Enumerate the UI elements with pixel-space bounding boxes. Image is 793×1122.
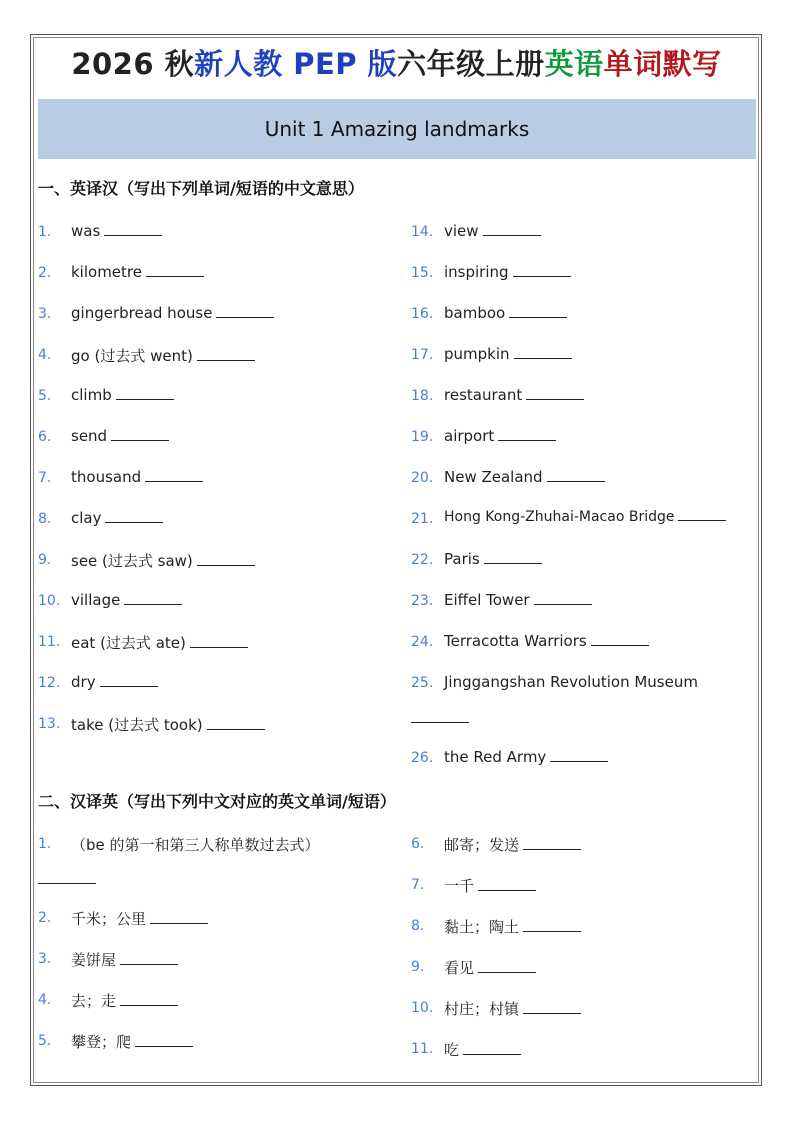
s1-item	[444, 468, 605, 486]
answer-blank[interactable]	[509, 316, 567, 318]
s1-item-text: was	[71, 222, 101, 240]
s1-item	[71, 591, 182, 609]
answer-blank[interactable]	[197, 359, 255, 361]
s2-item	[71, 949, 178, 970]
s1-item-text: New Zealand	[444, 468, 543, 486]
answer-blank[interactable]	[591, 644, 649, 646]
s1-item-number: 16.	[411, 306, 434, 322]
s2-item	[71, 1031, 193, 1052]
s1-item	[71, 427, 169, 445]
s1-item	[71, 222, 162, 240]
title-part-3: 六年级上册	[397, 47, 545, 81]
s1-item-number: 24.	[411, 634, 434, 650]
s1-item-text: see (过去式 saw)	[71, 552, 193, 570]
answer-blank[interactable]	[478, 889, 536, 891]
answer-blank[interactable]	[100, 685, 158, 687]
answer-blank[interactable]	[523, 1012, 581, 1014]
s1-item-text: Hong Kong-Zhuhai-Macao Bridge	[444, 509, 675, 525]
s1-item-number: 5.	[38, 388, 52, 404]
s2-item	[444, 957, 536, 978]
s1-item-number: 8.	[38, 511, 52, 527]
s1-item-text: restaurant	[444, 386, 523, 404]
s1-item-text: pumpkin	[444, 345, 510, 363]
s2-item-number: 3.	[38, 951, 52, 967]
s1-item-text: Jinggangshan Revolution Museum	[444, 673, 698, 691]
answer-blank[interactable]	[104, 234, 162, 236]
answer-blank[interactable]	[207, 728, 265, 730]
s1-item	[444, 550, 542, 568]
s2-item	[444, 834, 581, 855]
s2-item	[71, 990, 178, 1011]
s2-item	[444, 875, 536, 896]
s2-item-text: 千米；公里	[71, 910, 147, 928]
answer-blank[interactable]	[484, 562, 542, 564]
s1-item-text: dry	[71, 673, 96, 691]
s1-item-number: 17.	[411, 347, 434, 363]
answer-blank[interactable]	[550, 760, 608, 762]
answer-blank[interactable]	[120, 1004, 178, 1006]
answer-blank[interactable]	[146, 275, 204, 277]
s2-item-text: 村庄；村镇	[444, 1000, 520, 1018]
s1-item-number: 4.	[38, 347, 52, 363]
s2-item-text: 攀登；爬	[71, 1033, 132, 1051]
answer-blank[interactable]	[150, 922, 208, 924]
s1-item	[444, 304, 567, 322]
answer-blank[interactable]	[523, 848, 581, 850]
s1-item	[71, 673, 158, 691]
s1-item-text: send	[71, 427, 108, 445]
s2-item-number: 7.	[411, 877, 425, 893]
s2-item	[444, 998, 581, 1019]
s1-item	[444, 509, 726, 525]
s1-item-number: 9.	[38, 552, 52, 568]
s2-item-text: 姜饼屋	[71, 951, 117, 969]
s1-item-number: 14.	[411, 224, 434, 240]
s1-item-number: 13.	[38, 716, 61, 732]
s2-item-text: 邮寄；发送	[444, 836, 520, 854]
s1-item-number: 22.	[411, 552, 434, 568]
s2-item-number: 1.	[38, 836, 52, 852]
s2-item-text: 黏土；陶土	[444, 918, 520, 936]
answer-blank[interactable]	[483, 234, 541, 236]
answer-blank[interactable]	[498, 439, 556, 441]
page-title	[0, 42, 793, 83]
s1-item	[444, 632, 649, 650]
answer-blank[interactable]	[478, 971, 536, 973]
s2-item-number: 8.	[411, 918, 425, 934]
s2-item-number: 5.	[38, 1033, 52, 1049]
s2-item-number: 2.	[38, 910, 52, 926]
title-part-1: 2026 秋	[71, 47, 195, 81]
unit-banner: Unit 1 Amazing landmarks	[38, 99, 756, 159]
s1-item	[444, 386, 584, 404]
s1-item	[444, 591, 592, 609]
s1-item	[71, 632, 248, 653]
s1-item	[71, 714, 265, 735]
s1-item-number: 10.	[38, 593, 61, 609]
answer-blank[interactable]	[135, 1045, 193, 1047]
answer-blank[interactable]	[145, 480, 203, 482]
title-part-4: 英语	[544, 47, 604, 81]
s1-item	[71, 263, 204, 281]
s1-item-text: gingerbread house	[71, 304, 213, 322]
s1-item-text: clay	[71, 509, 102, 527]
answer-blank[interactable]	[190, 646, 248, 648]
s1-item-text: the Red Army	[444, 748, 547, 766]
s2-item-number: 9.	[411, 959, 425, 975]
s1-item-number: 26.	[411, 750, 434, 766]
s2-item	[71, 834, 320, 855]
answer-blank[interactable]	[116, 398, 174, 400]
answer-blank[interactable]	[111, 439, 169, 441]
section-1-heading: 一、英译汉（写出下列单词/短语的中文意思）	[38, 179, 364, 198]
s1-item	[71, 550, 255, 571]
s2-item-text: （be 的第一和第三人称单数过去式）	[71, 836, 320, 854]
answer-blank[interactable]	[526, 398, 584, 400]
s2-item	[71, 908, 208, 929]
s2-item	[444, 916, 581, 937]
s1-item	[444, 673, 698, 691]
answer-blank[interactable]	[547, 480, 605, 482]
s1-item	[444, 222, 541, 240]
s1-item-text: Terracotta Warriors	[444, 632, 587, 650]
answer-blank[interactable]	[513, 275, 571, 277]
s1-item	[444, 748, 608, 766]
s2-item-text: 看见	[444, 959, 475, 977]
s1-item-text: inspiring	[444, 263, 509, 281]
s2-item-text: 吃	[444, 1041, 460, 1059]
s1-item-text: go (过去式 went)	[71, 347, 193, 365]
s1-item	[444, 263, 571, 281]
answer-blank[interactable]	[514, 357, 572, 359]
s1-item-number: 3.	[38, 306, 52, 322]
answer-blank[interactable]	[523, 930, 581, 932]
s1-item	[71, 304, 274, 322]
s1-item-text: thousand	[71, 468, 142, 486]
s1-item-number: 18.	[411, 388, 434, 404]
s1-item-text: climb	[71, 386, 112, 404]
answer-blank[interactable]	[38, 883, 96, 884]
answer-blank[interactable]	[411, 722, 469, 723]
s1-item-number: 6.	[38, 429, 52, 445]
s1-item-number: 21.	[411, 511, 434, 527]
section-2-heading: 二、汉译英（写出下列中文对应的英文单词/短语）	[38, 792, 396, 811]
title-part-2: 新人教 PEP 版	[194, 47, 398, 81]
s1-item	[444, 345, 572, 363]
answer-blank[interactable]	[105, 521, 163, 523]
s1-item-text: eat (过去式 ate)	[71, 634, 186, 652]
answer-blank[interactable]	[534, 603, 592, 605]
answer-blank[interactable]	[216, 316, 274, 318]
s1-item	[71, 386, 174, 404]
s1-item-number: 2.	[38, 265, 52, 281]
s2-item-number: 10.	[411, 1000, 434, 1016]
s2-item-text: 去；走	[71, 992, 117, 1010]
s1-item	[71, 345, 255, 366]
s2-item-number: 4.	[38, 992, 52, 1008]
s2-item-number: 6.	[411, 836, 425, 852]
answer-blank[interactable]	[463, 1053, 521, 1055]
s2-item	[444, 1039, 521, 1060]
s2-item-text: 一千	[444, 877, 475, 895]
s1-item-text: Eiffel Tower	[444, 591, 530, 609]
s1-item-text: kilometre	[71, 263, 142, 281]
s1-item-number: 25.	[411, 675, 434, 691]
title-part-5: 单词默写	[603, 47, 722, 81]
s2-item-number: 11.	[411, 1041, 434, 1057]
s1-item-number: 20.	[411, 470, 434, 486]
s1-item-number: 11.	[38, 634, 61, 650]
s1-item-text: airport	[444, 427, 495, 445]
s1-item-text: Paris	[444, 550, 480, 568]
answer-blank[interactable]	[124, 603, 182, 605]
s1-item-text: take (过去式 took)	[71, 716, 203, 734]
s1-item-number: 15.	[411, 265, 434, 281]
s1-item	[71, 468, 203, 486]
s1-item-number: 23.	[411, 593, 434, 609]
s1-item-number: 1.	[38, 224, 52, 240]
answer-blank[interactable]	[120, 963, 178, 965]
s1-item	[71, 509, 163, 527]
answer-blank[interactable]	[197, 564, 255, 566]
answer-blank[interactable]	[678, 519, 726, 521]
s1-item-number: 19.	[411, 429, 434, 445]
s1-item-number: 12.	[38, 675, 61, 691]
s1-item-text: view	[444, 222, 479, 240]
s1-item-number: 7.	[38, 470, 52, 486]
s1-item-text: bamboo	[444, 304, 506, 322]
s1-item-text: village	[71, 591, 121, 609]
s1-item	[444, 427, 556, 445]
